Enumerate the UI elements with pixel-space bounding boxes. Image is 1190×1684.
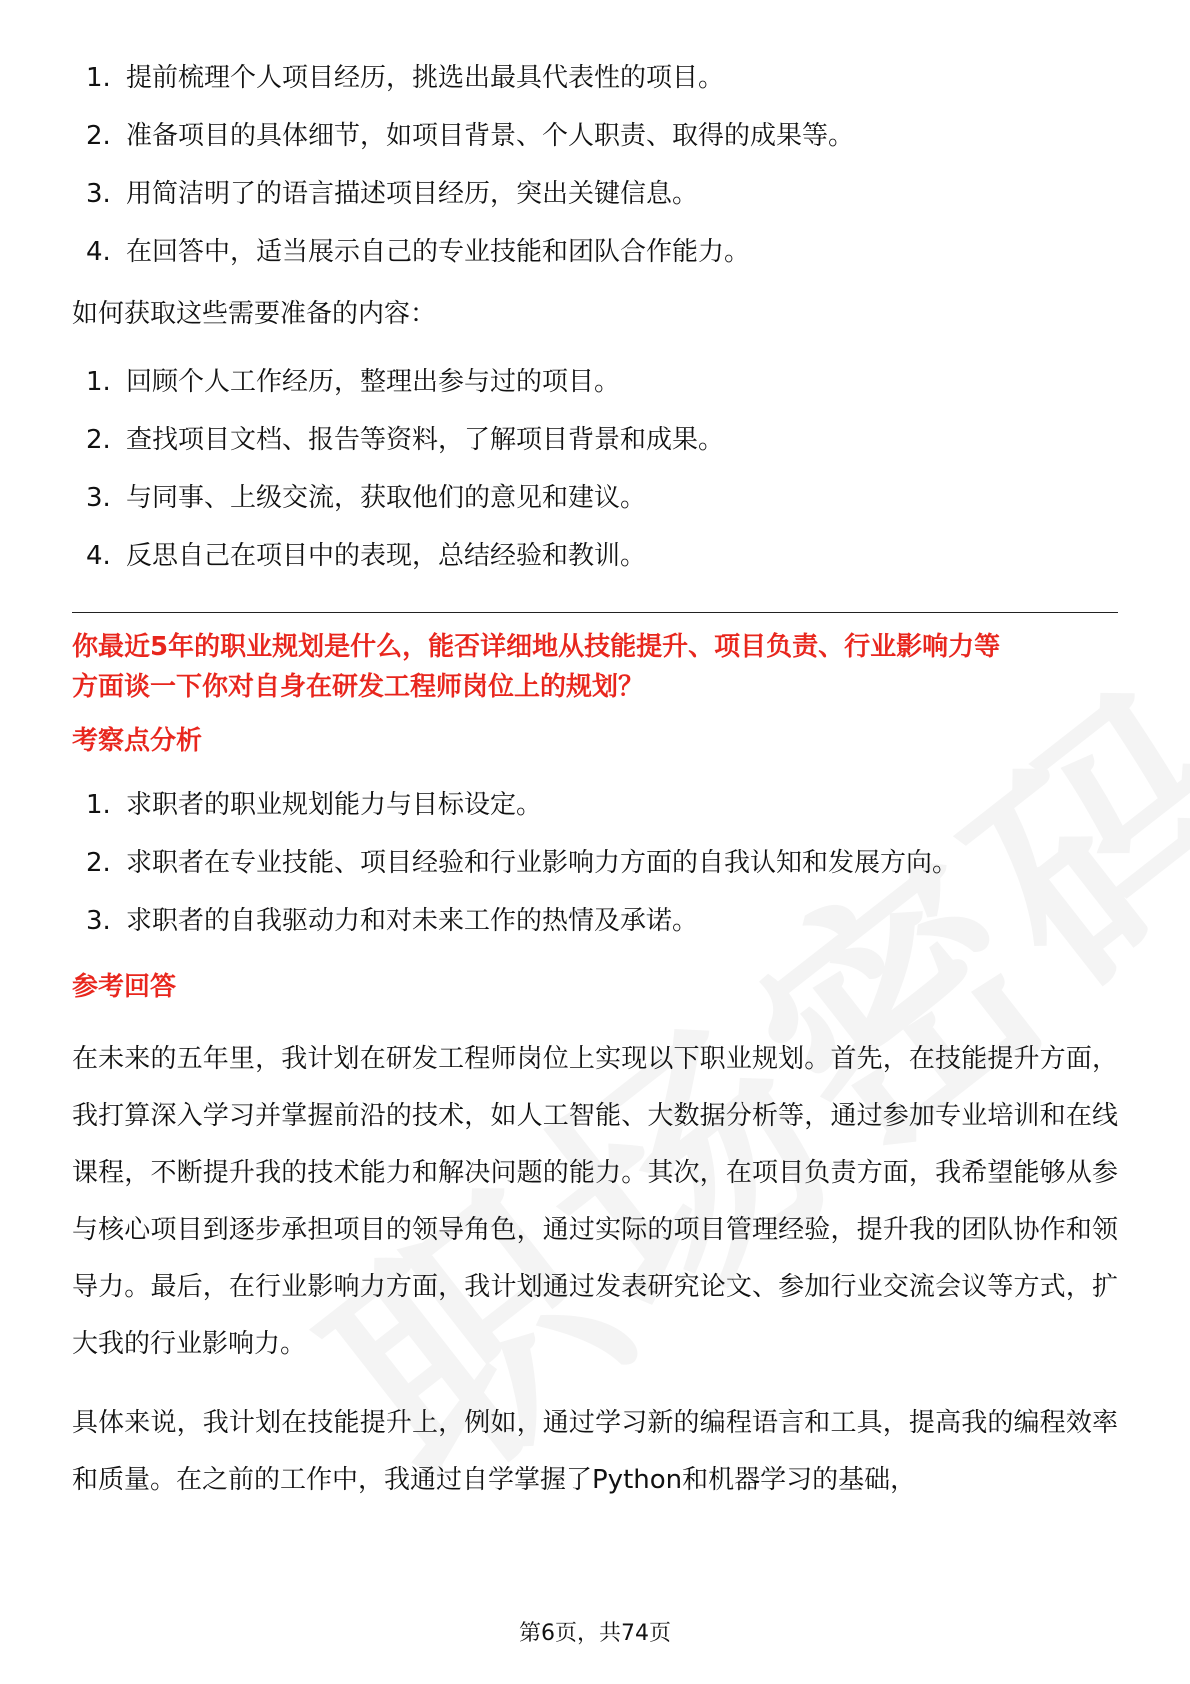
list-item-text: 用简洁明了的语言描述项目经历，突出关键信息。 [126,179,699,209]
analysis-heading: 考察点分析 [72,726,203,756]
list-item-text: 回顾个人工作经历，整理出参与过的项目。 [126,367,621,397]
list-item: 4. 在回答中，适当展示自己的专业技能和团队合作能力。 [86,237,751,267]
list-item: 4. 反思自己在项目中的表现，总结经验和教训。 [86,541,647,571]
list-item: 2. 查找项目文档、报告等资料，了解项目背景和成果。 [86,425,725,455]
answer-heading: 参考回答 [72,972,177,1002]
list-item: 3. 求职者的自我驱动力和对未来工作的热情及承诺。 [86,906,699,936]
answer-paragraph: 在未来的五年里，我计划在研发工程师岗位上实现以下职业规划。首先，在技能提升方面，我打算深入学习并掌握前沿的技术，如人工智能、大数据分析等，通过参加专业培训和在线课程，不断提升我的技术能力和解决问题的能力。其次，在项目负责方面，我希望能够从参与核心项目到逐步承担项目的领导角色，通过实际的项目管理经验，提升我的团队协作和领导力。最后，在行业影响力方面，我计划通过发表研究论文、参加行业交流会议等方式，扩大我的行业影响力。 [72,1044,1118,1359]
answer-paragraph: 具体来说，我计划在技能提升上，例如，通过学习新的编程语言和工具，提高我的编程效率和质量。在之前的工作中，我通过自学掌握了Python和机器学习的基础， [72,1408,1118,1495]
prep-list [72,58,1118,272]
question-title [72,627,1118,707]
list-item: 2. 求职者在专业技能、项目经验和行业影响力方面的自我认知和发展方向。 [86,848,959,878]
how-to-list [72,362,1118,576]
analysis-list [72,785,1118,941]
list-item-text: 求职者的自我驱动力和对未来工作的热情及承诺。 [126,906,699,936]
list-item: 3. 用简洁明了的语言描述项目经历，突出关键信息。 [86,179,699,209]
list-item: 1. 求职者的职业规划能力与目标设定。 [86,790,543,820]
list-item-text: 求职者的职业规划能力与目标设定。 [126,790,543,820]
list-item-text: 求职者在专业技能、项目经验和行业影响力方面的自我认知和发展方向。 [126,848,959,878]
question-line: 你最近5年的职业规划是什么，能否详细地从技能提升、项目负责、行业影响力等 [72,632,1001,662]
page-content [72,58,1118,1531]
how-to-label: 如何获取这些需要准备的内容： [72,299,437,329]
list-item-text: 提前梳理个人项目经历，挑选出最具代表性的项目。 [126,63,725,93]
list-item: 1. 回顾个人工作经历，整理出参与过的项目。 [86,367,621,397]
list-item-text: 查找项目文档、报告等资料，了解项目背景和成果。 [126,425,725,455]
list-item: 3. 与同事、上级交流，获取他们的意见和建议。 [86,483,647,513]
section-divider [72,612,1118,613]
list-item-text: 反思自己在项目中的表现，总结经验和教训。 [126,541,647,571]
list-item-text: 准备项目的具体细节，如项目背景、个人职责、取得的成果等。 [126,121,855,151]
list-item: 1. 提前梳理个人项目经历，挑选出最具代表性的项目。 [86,63,725,93]
list-item: 2. 准备项目的具体细节，如项目背景、个人职责、取得的成果等。 [86,121,855,151]
question-line: 方面谈一下你对自身在研发工程师岗位上的规划？ [72,672,645,702]
list-item-text: 在回答中，适当展示自己的专业技能和团队合作能力。 [126,237,751,267]
page-number-footer: 第6页，共74页 [519,1621,671,1646]
list-item-text: 与同事、上级交流，获取他们的意见和建议。 [126,483,647,513]
